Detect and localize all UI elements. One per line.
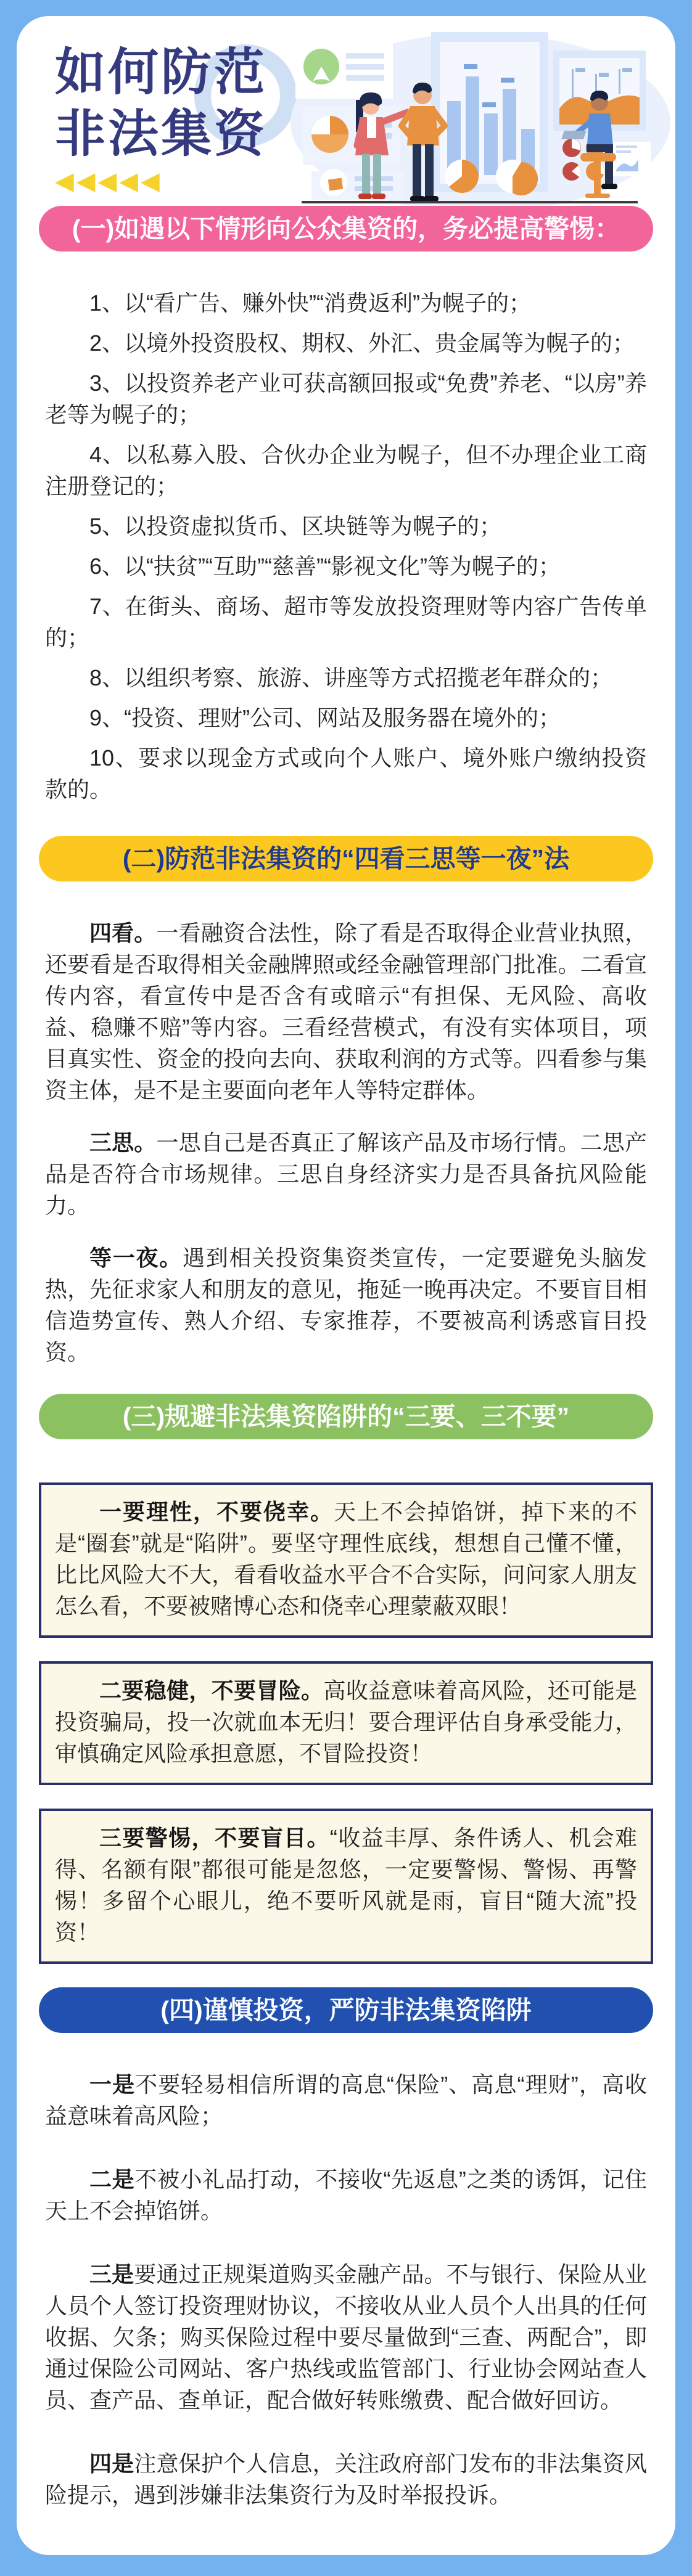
list-item-2: 2、以境外投资股权、期权、外汇、贵金属等为幌子的； bbox=[89, 330, 635, 356]
list-item-10: 10、要求以现金方式或向个人账户、境外账户缴纳投资款的。 bbox=[45, 745, 647, 802]
paragraph-fourth bbox=[45, 2448, 647, 2511]
list-item-8: 8、以组织考察、旅游、讲座等方式招揽老年群众的； bbox=[89, 665, 613, 690]
paragraph-lead: 四看。 bbox=[89, 920, 157, 946]
header bbox=[17, 16, 675, 206]
ground-line bbox=[302, 201, 638, 203]
list-item-4: 4、以私募入股、合伙办企业为幌子，但不办理企业工商注册登记的； bbox=[45, 442, 647, 499]
tip-box-text: “收益丰厚、条件诱人、机会难得、名额有限”都很可能是忽悠，一定要警惕、警惕、再警惕！多留个心眼儿，绝不要听风就是雨，盲目“随大流”投资！ bbox=[55, 1825, 637, 1945]
title-block bbox=[55, 42, 267, 194]
section-1-list bbox=[17, 270, 675, 836]
paragraph-second bbox=[45, 2164, 647, 2226]
section-2-paragraphs bbox=[17, 900, 675, 1394]
paragraph-text: 一看融资合法性，除了看是否取得企业营业执照，还要看是否取得相关金融牌照或经金融管理部门批准。二看宣传内容，看宣传中是否含有或暗示“有担保、无风险、高收益、稳赚不赔”等内容。三看经营模式，有没有实体项目，项目真实性、资金的投向去向、获取利润的方式等。四看参与集资主体，是不是主要面向老年人等特定群体。 bbox=[45, 920, 647, 1103]
paragraph-three-thinks bbox=[45, 1127, 647, 1221]
tip-box-text: 天上不会掉馅饼，掉下来的不是“圈套”就是“陷阱”。要坚守理性底线，想想自己懂不懂，比比风险大不大，看看收益水平合不合实际，问问家人朋友怎么看，不要被赌博心态和侥幸心理蒙蔽双眼！ bbox=[55, 1499, 637, 1619]
section-four-looks bbox=[17, 836, 675, 1394]
tip-box-lead: 二要稳健，不要冒险。 bbox=[99, 1678, 324, 1703]
tip-box-paragraph bbox=[55, 1675, 637, 1769]
paragraph-lead: 等一夜。 bbox=[89, 1245, 183, 1270]
section-warning-signs bbox=[17, 206, 675, 836]
paragraph-text: 不要轻易相信所谓的高息“保险”、高息“理财”，高收益意味着高风险； bbox=[45, 2072, 647, 2128]
list-item-3: 3、以投资养老产业可获高额回报或“免费”养老、“以房”养老等为幌子的； bbox=[45, 370, 647, 427]
paragraph-wait-a-night bbox=[45, 1242, 647, 1368]
paragraph-third bbox=[45, 2259, 647, 2416]
paragraph-lead: 二是 bbox=[89, 2167, 135, 2192]
section-cautious-investment bbox=[17, 1987, 675, 2539]
tip-box-steady bbox=[39, 1661, 653, 1785]
tip-box-vigilant bbox=[39, 1809, 653, 1964]
section-2-heading: (二)防范非法集资的“四看三思等一夜”法 bbox=[39, 836, 653, 881]
tip-box-rational bbox=[39, 1482, 653, 1638]
page-title-line2: 非法集资 bbox=[55, 106, 268, 162]
report-card-icon bbox=[311, 169, 404, 200]
tip-box-paragraph bbox=[55, 1496, 637, 1622]
list-item-6: 6、以“扶贫”“互助”“慈善”“影视文化”等为幌子的； bbox=[89, 554, 561, 579]
paragraph-lead: 一是 bbox=[89, 2072, 136, 2097]
paragraph-text: 一思自己是否真正了解该产品及市场行情。二思产品是否符合市场规律。三思自身经济实力是否具备抗风险能力。 bbox=[45, 1130, 647, 1218]
paragraph-first bbox=[45, 2069, 647, 2132]
section-3-boxes bbox=[17, 1458, 675, 1964]
tip-box-lead: 三要警惕，不要盲目。 bbox=[99, 1825, 330, 1850]
list-item-1: 1、以“看广告、赚外快”“消费返利”为幌子的； bbox=[89, 290, 531, 316]
section-4-paragraphs bbox=[17, 2051, 675, 2539]
mini-area-card-icon bbox=[612, 142, 651, 176]
page-title-line1: 如何防范 bbox=[55, 44, 268, 100]
paragraph-lead: 三是 bbox=[89, 2262, 134, 2287]
paragraph-four-looks bbox=[45, 917, 647, 1106]
section-3-heading: (三)规避非法集资陷阱的“三要、三不要” bbox=[39, 1394, 653, 1439]
pie-chart-card-icon bbox=[295, 37, 393, 99]
arrow-left-icons: ◀◀◀◀◀ bbox=[55, 168, 162, 195]
paragraph-text: 遇到相关投资集资类宣传，一定要避免头脑发热，先征求家人和朋友的意见，拖延一晚再决定。不要盲目相信造势宣传、熟人介绍、专家推荐，不要被高利诱惑盲目投资。 bbox=[45, 1245, 647, 1365]
list-item-7: 7、在街头、商场、超市等发放投资理财等内容广告传单的； bbox=[45, 594, 647, 650]
tip-box-lead: 一要理性，不要侥幸。 bbox=[99, 1499, 334, 1524]
tip-box-paragraph bbox=[55, 1822, 637, 1948]
poster-card bbox=[17, 16, 675, 2555]
paragraph-text: 注意保护个人信息，关注政府部门发布的非法集资风险提示，遇到涉嫌非法集资行为及时举报投诉。 bbox=[45, 2451, 647, 2508]
paragraph-text: 要通过正规渠道购买金融产品。不与银行、保险从业人员个人签订投资理财协议，不接收从业人员个人出具的任何收据、欠条；购买保险过程中要尽量做到“三查、两配合”，即通过保险公司网站、客户热线或监管部门、行业协会网站查人员、查产品、查单证，配合做好转账缴费、配合做好回访。 bbox=[45, 2262, 647, 2413]
tip-box-text: 高收益意味着高风险，还可能是投资骗局，投一次就血本无归！要合理评估自身承受能力，审慎确定风险承担意愿，不冒险投资！ bbox=[55, 1678, 637, 1766]
section-1-heading: (一)如遇以下情形向公众集资的，务必提高警惕： bbox=[39, 206, 653, 251]
paragraph-lead: 四是 bbox=[89, 2451, 134, 2476]
section-4-heading: (四)谨慎投资，严防非法集资陷阱 bbox=[39, 1987, 653, 2033]
list-item-9: 9、“投资、理财”公司、网站及服务器在境外的； bbox=[89, 705, 561, 730]
paragraph-text: 不被小礼品打动，不接收“先返息”之类的诱饵，记住天上不会掉馅饼。 bbox=[45, 2167, 647, 2223]
list-item-5: 5、以投资虚拟货币、区块链等为幌子的； bbox=[89, 513, 502, 539]
paragraph-lead: 三思。 bbox=[89, 1130, 157, 1155]
header-illustration bbox=[277, 21, 672, 206]
section-three-dos-donts bbox=[17, 1394, 675, 1964]
